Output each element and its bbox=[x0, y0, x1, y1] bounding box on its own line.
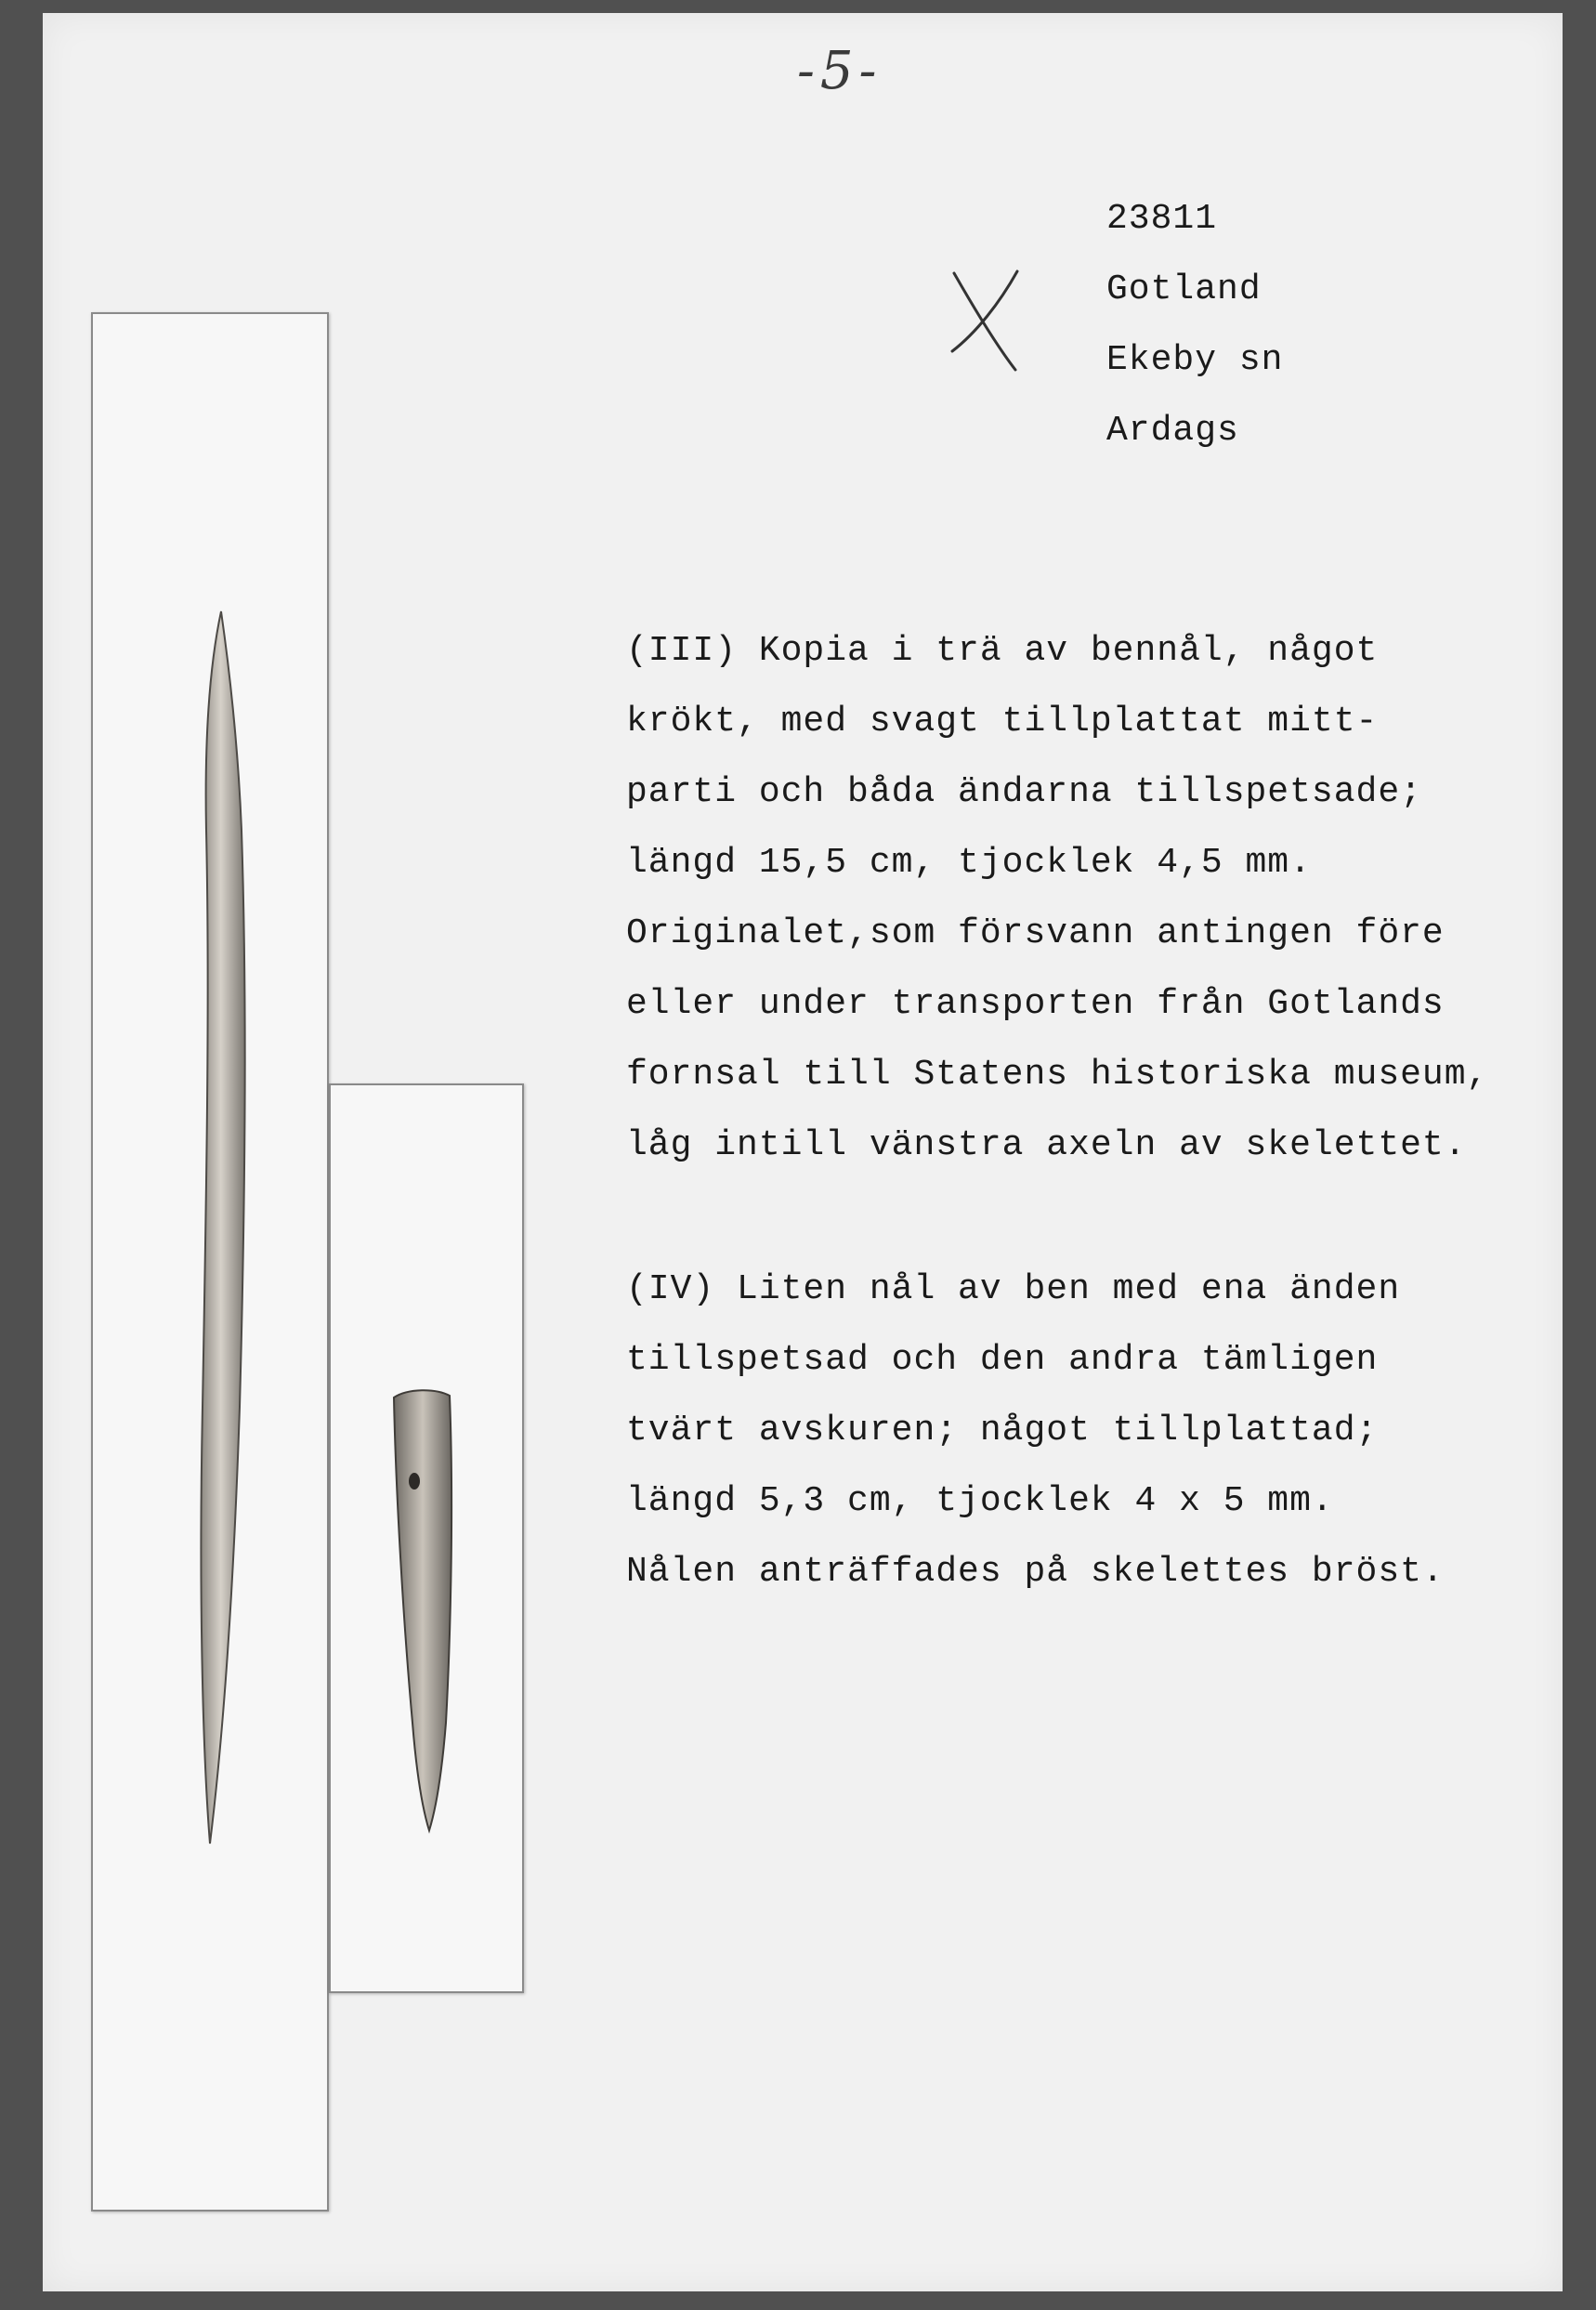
entry-iv-line: tvärt avskuren; något tillplattad; bbox=[626, 1411, 1379, 1450]
entry-iv-line: längd 5,3 cm, tjocklek 4 x 5 mm. bbox=[626, 1481, 1334, 1521]
entry-iii-line: Originalet,som försvann antingen före bbox=[626, 913, 1445, 953]
catalog-number: 23811 bbox=[1106, 199, 1218, 239]
entry-iii-line: fornsal till Statens historiska museum, bbox=[626, 1055, 1489, 1095]
entry-iii-line: (III) Kopia i trä av bennål, något bbox=[626, 631, 1379, 671]
bone-needle-iv-photo bbox=[366, 1379, 487, 1834]
entry-iv-line: Nålen anträffades på skelettes bröst. bbox=[626, 1552, 1445, 1592]
entry-iii-line: parti och båda ändarna tillspetsade; bbox=[626, 772, 1422, 812]
entry-iv-line: tillspetsad och den andra tämligen bbox=[626, 1340, 1379, 1380]
entry-iii-line: eller under transporten från Gotlands bbox=[626, 984, 1445, 1024]
entry-iii-line: krökt, med svagt tillplattat mitt- bbox=[626, 702, 1379, 742]
catalog-province: Gotland bbox=[1106, 269, 1262, 309]
catalog-site: Ardags bbox=[1106, 411, 1239, 451]
page-number: -5- bbox=[797, 41, 883, 101]
catalog-parish: Ekeby sn bbox=[1106, 340, 1284, 380]
bone-needle-iii-photo bbox=[154, 608, 294, 1853]
entry-iii-line: låg intill vänstra axeln av skelettet. bbox=[626, 1125, 1467, 1165]
entry-iv-line: (IV) Liten nål av ben med ena änden bbox=[626, 1269, 1401, 1309]
catalog-card bbox=[43, 13, 1563, 2291]
entry-iii-line: längd 15,5 cm, tjocklek 4,5 mm. bbox=[626, 843, 1312, 883]
cross-mark-icon bbox=[948, 266, 1023, 377]
